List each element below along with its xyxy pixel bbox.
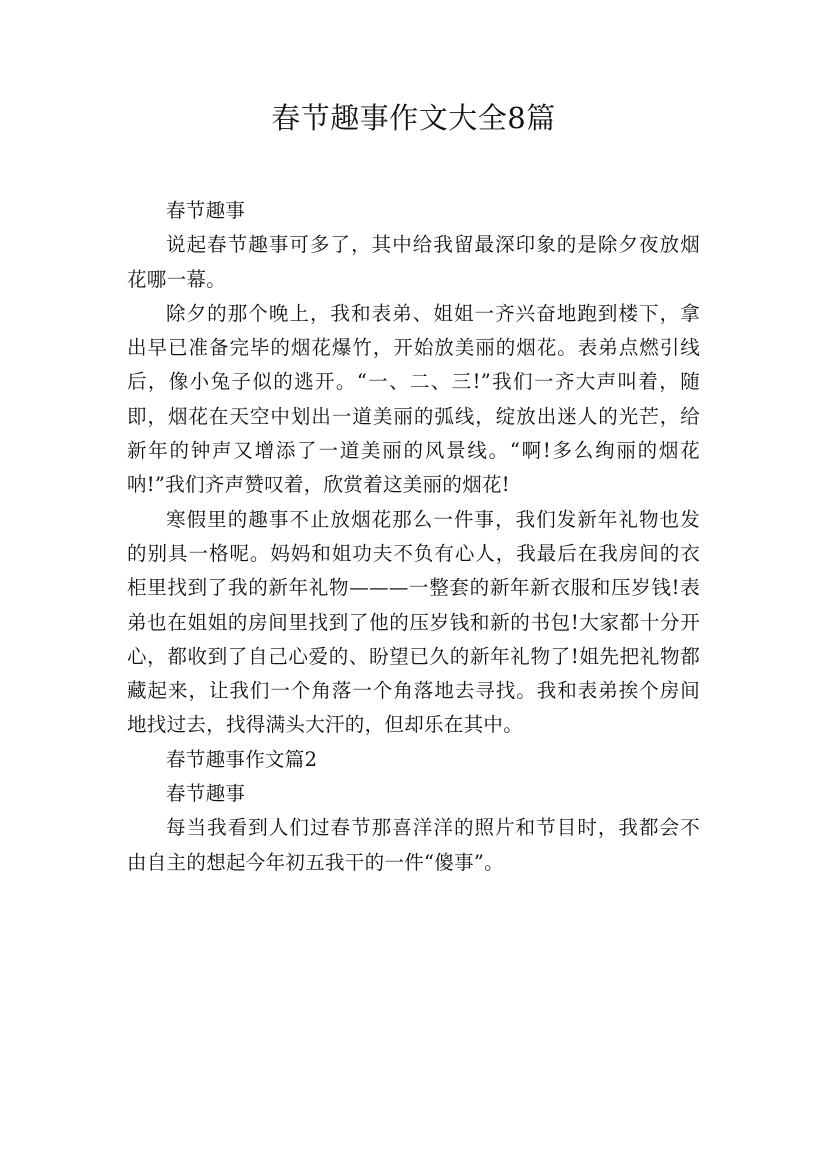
- body-paragraph: 寒假里的趣事不止放烟花那么一件事，我们发新年礼物也发的别具一格呢。妈妈和姐功夫不负有心人，我最后在我房间的衣柜里找到了我的新年礼物———一整套的新年新衣服和压岁钱!表弟也在姐姐的房间里找到了他的压岁钱和新的书包!大家都十分开心，都收到了自己心爱的、盼望已久的新年礼物了!姐先把礼物都藏起来，让我们一个角落一个角落地去寻找。我和表弟挨个房间地找过去，找得满头大汗的，但却乐在其中。: [127, 507, 700, 737]
- body-paragraph: 除夕的那个晚上，我和表弟、姐姐一齐兴奋地跑到楼下，拿出早已准备完毕的烟花爆竹，开始放美丽的烟花。表弟点燃引线后，像小兔子似的逃开。“一、二、三!”我们一齐大声叫着，随即，烟花在天空中划出一道美丽的弧线，绽放出迷人的光芒，给新年的钟声又增添了一道美丽的风景线。“啊!多么绚丽的烟花呐!”我们齐声赞叹着，欣赏着这美丽的烟花!: [127, 301, 700, 497]
- document-body: [127, 194, 700, 880]
- section-heading: 春节趣事: [166, 782, 246, 806]
- body-paragraph: 说起春节趣事可多了，其中给我留最深印象的是除夕夜放烟花哪一幕。: [127, 233, 700, 291]
- section-heading: 春节趣事作文篇2: [166, 747, 318, 771]
- section-heading: 春节趣事: [166, 199, 246, 222]
- document-title: 春节趣事作文大全8篇: [271, 101, 556, 135]
- body-paragraph: 每当我看到人们过春节那喜洋洋的照片和节目时，我都会不由自主的想起今年初五我干的一件“傻事”。: [127, 816, 700, 874]
